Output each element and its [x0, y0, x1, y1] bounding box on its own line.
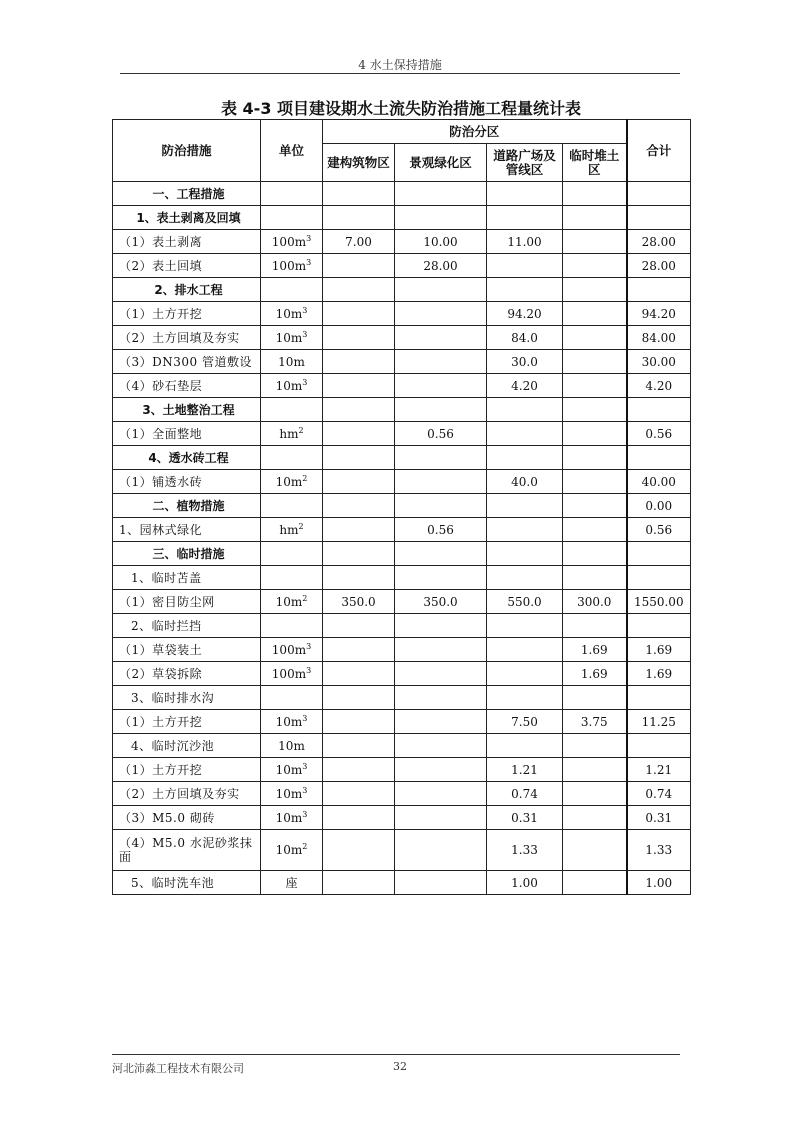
zone-value-cell: 0.56 [395, 422, 487, 446]
total-cell [627, 206, 691, 230]
unit-text: 10m [275, 762, 303, 777]
zone-value-cell [395, 206, 487, 230]
measure-cell: （1）全面整地 [113, 422, 261, 446]
zone-value-cell: 10.00 [395, 230, 487, 254]
zone-value-cell [563, 374, 627, 398]
unit-exponent: 3 [302, 305, 308, 315]
zone-value-cell [395, 326, 487, 350]
table-row [113, 302, 691, 326]
total-cell [627, 398, 691, 422]
unit-cell [261, 782, 323, 806]
header-zone-landscape: 景观绿化区 [395, 144, 487, 182]
zone-value-cell [395, 566, 487, 590]
table-row [113, 614, 691, 638]
table-row [113, 662, 691, 686]
unit-cell [261, 871, 323, 895]
zone-value-cell [323, 350, 395, 374]
zone-value-cell [395, 374, 487, 398]
zone-value-cell: 40.0 [487, 470, 563, 494]
header-rule [120, 73, 680, 74]
zone-value-cell [395, 662, 487, 686]
table-title: 表 4-3 项目建设期水土流失防治措施工程量统计表 [220, 99, 582, 118]
zone-value-cell [323, 494, 395, 518]
zone-value-cell [487, 446, 563, 470]
table-row [113, 398, 691, 422]
zone-value-cell: 1.33 [487, 830, 563, 871]
total-cell: 30.00 [627, 350, 691, 374]
unit-exponent: 3 [302, 377, 308, 387]
measure-cell: （2）草袋拆除 [113, 662, 261, 686]
zone-value-cell [487, 182, 563, 206]
zone-value-cell: 550.0 [487, 590, 563, 614]
zone-value-cell [323, 470, 395, 494]
zone-value-cell [487, 638, 563, 662]
total-cell [627, 686, 691, 710]
unit-exponent: 2 [302, 593, 308, 603]
zone-value-cell [487, 518, 563, 542]
zone-value-cell [323, 542, 395, 566]
zone-value-cell [395, 686, 487, 710]
header-zone-building: 建构筑物区 [323, 144, 395, 182]
zone-value-cell [323, 182, 395, 206]
zone-value-cell [487, 542, 563, 566]
zone-value-cell [487, 494, 563, 518]
zone-value-cell: 1.21 [487, 758, 563, 782]
unit-exponent: 3 [306, 641, 312, 651]
unit-cell [261, 614, 323, 638]
total-cell: 1.33 [627, 830, 691, 871]
zone-value-cell: 1.69 [563, 638, 627, 662]
measure-cell: 1、表土剥离及回填 [113, 206, 261, 230]
unit-text: 10m [278, 738, 305, 753]
measure-cell: （1）土方开挖 [113, 710, 261, 734]
zone-value-cell [323, 710, 395, 734]
zone-value-cell [563, 278, 627, 302]
header-measure: 防治措施 [113, 120, 261, 182]
zone-value-cell [563, 566, 627, 590]
zone-value-cell [395, 638, 487, 662]
zone-value-cell [487, 422, 563, 446]
measure-cell: （3）DN300 管道敷设 [113, 350, 261, 374]
zone-value-cell [563, 182, 627, 206]
unit-exponent: 2 [302, 473, 308, 483]
unit-cell [261, 254, 323, 278]
zone-value-cell [395, 302, 487, 326]
zone-value-cell [323, 782, 395, 806]
zone-value-cell: 0.74 [487, 782, 563, 806]
zone-value-cell: 4.20 [487, 374, 563, 398]
table-row [113, 518, 691, 542]
unit-text: hm [279, 426, 299, 441]
measure-cell: 3、临时排水沟 [113, 686, 261, 710]
zone-value-cell [563, 254, 627, 278]
table-row [113, 734, 691, 758]
zone-value-cell: 28.00 [395, 254, 487, 278]
unit-exponent: 3 [302, 809, 308, 819]
total-cell [627, 542, 691, 566]
zone-value-cell [563, 782, 627, 806]
zone-value-cell [395, 830, 487, 871]
zone-value-cell: 3.75 [563, 710, 627, 734]
running-head: 4 水土保持措施 [358, 58, 442, 72]
total-cell [627, 446, 691, 470]
measure-cell: （1）土方开挖 [113, 302, 261, 326]
measure-cell: 3、土地整治工程 [113, 398, 261, 422]
unit-text: 10m [275, 810, 303, 825]
measure-cell: （1）密目防尘网 [113, 590, 261, 614]
total-cell: 28.00 [627, 230, 691, 254]
zone-value-cell [563, 494, 627, 518]
zone-value-cell [563, 871, 627, 895]
zone-value-cell [563, 806, 627, 830]
unit-cell [261, 398, 323, 422]
measure-cell: （2）土方回填及夯实 [113, 326, 261, 350]
table-row [113, 871, 691, 895]
unit-exponent: 2 [298, 521, 304, 531]
unit-text: hm [279, 522, 299, 537]
zone-value-cell [395, 350, 487, 374]
measure-cell: 5、临时洗车池 [113, 871, 261, 895]
zone-value-cell [563, 446, 627, 470]
zone-value-cell [487, 566, 563, 590]
header-total: 合计 [627, 120, 691, 182]
table-row [113, 806, 691, 830]
zone-value-cell [395, 278, 487, 302]
zone-value-cell [323, 326, 395, 350]
unit-exponent: 3 [306, 665, 312, 675]
total-cell: 0.56 [627, 422, 691, 446]
footer-company: 河北沛淼工程技术有限公司 [112, 1062, 244, 1075]
total-cell: 94.20 [627, 302, 691, 326]
total-cell: 84.00 [627, 326, 691, 350]
table-row [113, 470, 691, 494]
zone-value-cell [563, 398, 627, 422]
unit-cell [261, 662, 323, 686]
table-row [113, 686, 691, 710]
table-row [113, 182, 691, 206]
zone-value-cell [563, 686, 627, 710]
zone-value-cell [323, 638, 395, 662]
zone-value-cell [563, 518, 627, 542]
header-zone-stockpile: 临时堆土区 [563, 144, 627, 182]
unit-cell [261, 806, 323, 830]
zone-value-cell [323, 254, 395, 278]
header-zone-road: 道路广场及管线区 [487, 144, 563, 182]
zone-value-cell [323, 662, 395, 686]
measure-cell: （1）土方开挖 [113, 758, 261, 782]
total-cell: 0.00 [627, 494, 691, 518]
table-row [113, 566, 691, 590]
zone-value-cell: 84.0 [487, 326, 563, 350]
zone-value-cell: 350.0 [395, 590, 487, 614]
table-row [113, 278, 691, 302]
total-cell: 11.25 [627, 710, 691, 734]
unit-exponent: 3 [302, 761, 308, 771]
footer-rule [112, 1054, 680, 1055]
measure-cell: （4）M5.0 水泥砂浆抹面 [113, 830, 261, 871]
unit-text: 100m [271, 234, 307, 249]
total-cell [627, 614, 691, 638]
unit-text: 10m [275, 714, 303, 729]
zone-value-cell [563, 830, 627, 871]
unit-cell [261, 734, 323, 758]
unit-text: 10m [275, 843, 303, 857]
total-cell: 40.00 [627, 470, 691, 494]
zone-value-cell: 1.00 [487, 871, 563, 895]
unit-exponent: 2 [298, 425, 304, 435]
table-row [113, 446, 691, 470]
total-cell: 4.20 [627, 374, 691, 398]
total-cell [627, 278, 691, 302]
unit-text: 10m [275, 474, 303, 489]
measure-cell: （4）砂石垫层 [113, 374, 261, 398]
zone-value-cell [323, 398, 395, 422]
zone-value-cell [323, 206, 395, 230]
unit-cell [261, 494, 323, 518]
unit-exponent: 2 [302, 842, 308, 851]
zone-value-cell [395, 782, 487, 806]
zone-value-cell [323, 686, 395, 710]
zone-value-cell [563, 734, 627, 758]
zone-value-cell [563, 230, 627, 254]
unit-text: 100m [271, 666, 307, 681]
zone-value-cell [487, 614, 563, 638]
zone-value-cell [563, 470, 627, 494]
zone-value-cell [395, 758, 487, 782]
zone-value-cell: 11.00 [487, 230, 563, 254]
unit-text: 座 [285, 875, 298, 890]
zone-value-cell: 94.20 [487, 302, 563, 326]
measure-cell: （1）草袋装土 [113, 638, 261, 662]
unit-cell [261, 206, 323, 230]
total-cell [627, 182, 691, 206]
zone-value-cell [563, 542, 627, 566]
zone-value-cell [395, 710, 487, 734]
table-row [113, 206, 691, 230]
zone-value-cell [487, 278, 563, 302]
table-row [113, 710, 691, 734]
unit-cell [261, 470, 323, 494]
table-row [113, 326, 691, 350]
zone-value-cell [395, 398, 487, 422]
zone-value-cell [487, 398, 563, 422]
unit-cell [261, 182, 323, 206]
page-number: 32 [393, 1060, 407, 1073]
zone-value-cell: 7.00 [323, 230, 395, 254]
table-body [113, 182, 691, 895]
total-cell: 28.00 [627, 254, 691, 278]
total-cell [627, 566, 691, 590]
unit-cell [261, 446, 323, 470]
total-cell: 1.69 [627, 638, 691, 662]
unit-text: 10m [275, 306, 303, 321]
unit-cell [261, 374, 323, 398]
zone-value-cell [395, 446, 487, 470]
zone-value-cell [563, 302, 627, 326]
zone-value-cell [323, 806, 395, 830]
table-row [113, 374, 691, 398]
zone-value-cell [563, 326, 627, 350]
table-row [113, 638, 691, 662]
unit-cell [261, 422, 323, 446]
unit-text: 10m [275, 330, 303, 345]
zone-value-cell: 1.69 [563, 662, 627, 686]
total-cell: 1.69 [627, 662, 691, 686]
total-cell: 0.74 [627, 782, 691, 806]
measure-cell: 4、透水砖工程 [113, 446, 261, 470]
zone-value-cell [395, 871, 487, 895]
total-cell: 1.21 [627, 758, 691, 782]
table-row [113, 422, 691, 446]
total-cell: 0.56 [627, 518, 691, 542]
zone-value-cell [487, 662, 563, 686]
measure-cell: 一、工程措施 [113, 182, 261, 206]
total-cell: 0.31 [627, 806, 691, 830]
measure-cell: 2、临时拦挡 [113, 614, 261, 638]
unit-exponent: 3 [302, 713, 308, 723]
zone-value-cell: 0.56 [395, 518, 487, 542]
table-row [113, 758, 691, 782]
measure-cell: （3）M5.0 砌砖 [113, 806, 261, 830]
unit-cell [261, 230, 323, 254]
zone-value-cell [323, 830, 395, 871]
table-row [113, 590, 691, 614]
zone-value-cell [323, 734, 395, 758]
zone-value-cell: 350.0 [323, 590, 395, 614]
measure-cell: 1、园林式绿化 [113, 518, 261, 542]
measure-cell: （1）铺透水砖 [113, 470, 261, 494]
table-row [113, 254, 691, 278]
zone-value-cell [323, 871, 395, 895]
zone-value-cell [395, 542, 487, 566]
unit-cell [261, 830, 323, 871]
unit-cell [261, 278, 323, 302]
unit-text: 100m [271, 642, 307, 657]
zone-value-cell [395, 806, 487, 830]
zone-value-cell: 300.0 [563, 590, 627, 614]
unit-cell [261, 566, 323, 590]
zone-value-cell: 30.0 [487, 350, 563, 374]
table-row [113, 494, 691, 518]
measure-cell: 4、临时沉沙池 [113, 734, 261, 758]
zone-value-cell [395, 614, 487, 638]
total-cell: 1550.00 [627, 590, 691, 614]
measure-cell: （2）表土回填 [113, 254, 261, 278]
unit-cell [261, 302, 323, 326]
measure-cell: （2）土方回填及夯实 [113, 782, 261, 806]
zone-value-cell [323, 614, 395, 638]
unit-text: 10m [275, 378, 303, 393]
table-row [113, 542, 691, 566]
zone-value-cell [563, 422, 627, 446]
zone-value-cell [323, 446, 395, 470]
zone-value-cell [395, 494, 487, 518]
measure-cell: 二、植物措施 [113, 494, 261, 518]
zone-value-cell [563, 758, 627, 782]
unit-exponent: 3 [306, 257, 312, 267]
header-unit: 单位 [261, 120, 323, 182]
unit-cell [261, 686, 323, 710]
unit-text: 10m [275, 594, 303, 609]
unit-exponent: 3 [306, 233, 312, 243]
header-zone-group: 防治分区 [323, 120, 627, 144]
zone-value-cell [323, 374, 395, 398]
table-row [113, 782, 691, 806]
unit-text: 100m [271, 258, 307, 273]
measure-cell: 2、排水工程 [113, 278, 261, 302]
zone-value-cell [487, 686, 563, 710]
table-row [113, 350, 691, 374]
zone-value-cell [323, 302, 395, 326]
table-row [113, 230, 691, 254]
unit-exponent: 3 [302, 785, 308, 795]
measure-cell: 1、临时苫盖 [113, 566, 261, 590]
measure-cell: 三、临时措施 [113, 542, 261, 566]
zone-value-cell [323, 566, 395, 590]
unit-cell [261, 542, 323, 566]
zone-value-cell [323, 278, 395, 302]
unit-text: 10m [275, 786, 303, 801]
unit-cell [261, 350, 323, 374]
table-row [113, 830, 691, 871]
total-cell: 1.00 [627, 871, 691, 895]
statistics-table [112, 119, 691, 895]
measure-cell: （1）表土剥离 [113, 230, 261, 254]
zone-value-cell [323, 422, 395, 446]
zone-value-cell [487, 206, 563, 230]
zone-value-cell [487, 254, 563, 278]
unit-cell [261, 710, 323, 734]
zone-value-cell [563, 350, 627, 374]
unit-exponent: 3 [302, 329, 308, 339]
zone-value-cell [487, 734, 563, 758]
zone-value-cell [323, 758, 395, 782]
zone-value-cell [323, 518, 395, 542]
unit-cell [261, 590, 323, 614]
zone-value-cell [563, 206, 627, 230]
unit-text: 10m [278, 354, 305, 369]
zone-value-cell [395, 470, 487, 494]
zone-value-cell: 7.50 [487, 710, 563, 734]
zone-value-cell: 0.31 [487, 806, 563, 830]
zone-value-cell [395, 734, 487, 758]
unit-cell [261, 758, 323, 782]
unit-cell [261, 326, 323, 350]
zone-value-cell [563, 614, 627, 638]
zone-value-cell [395, 182, 487, 206]
unit-cell [261, 638, 323, 662]
unit-cell [261, 518, 323, 542]
total-cell [627, 734, 691, 758]
